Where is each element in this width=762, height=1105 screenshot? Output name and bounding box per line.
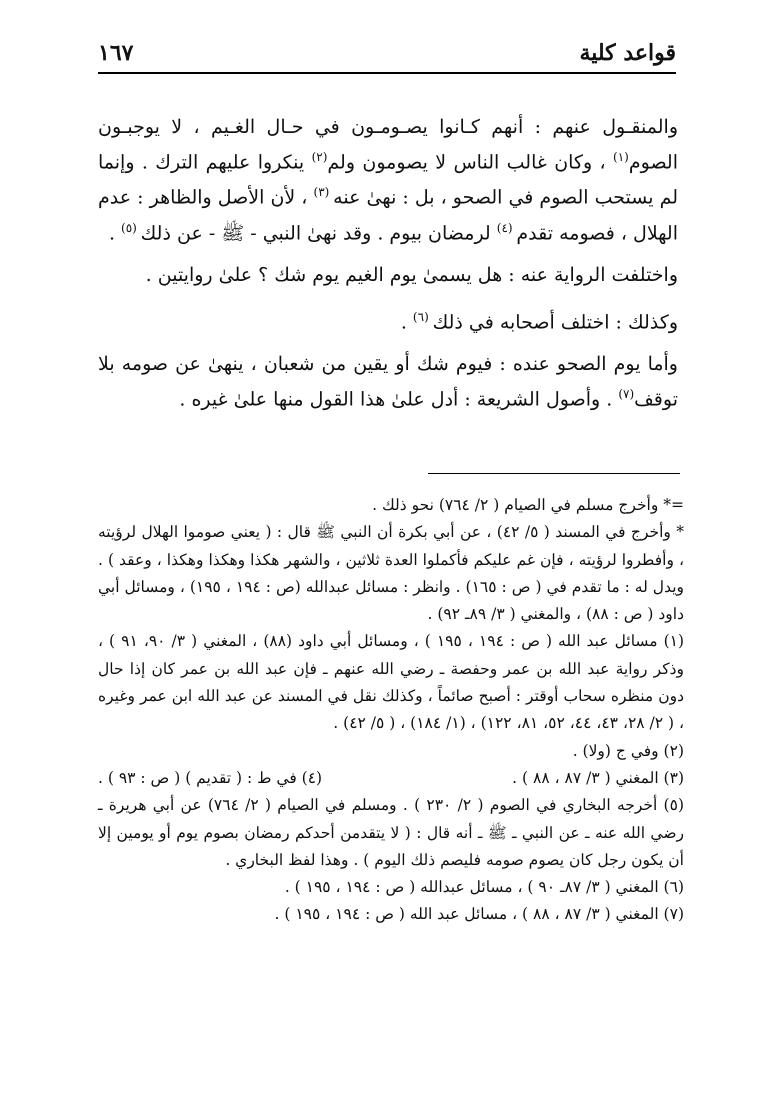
- footnote: * وأخرج في المسند ( ٥/ ٤٢) ، عن أبي بكرة أن النبي ﷺ قال : ( يعني صوموا الهلال لرؤيته ، وأفطروا لرؤيته ، فإن غم عليكم فأكملوا العدة ثلاثين ، والشهر هكذا وهكذا وهكذا ، وعقد ) . ويدل له : ما تقدم في ( ص : ١٦٥) . وانظر : مسائل عبدالله (ص : ١٩٤ ، ١٩٥) ، ومسائل أبي داود ( ص : ٨٨) ، والمغني ( ٣/ ٨٩ـ ٩٢) .: [98, 523, 685, 624]
- paragraph: [98, 260, 678, 290]
- footnote-ref[interactable]: (١): [613, 150, 629, 164]
- footnotes: [98, 492, 684, 929]
- paragraph: [98, 302, 678, 337]
- footnote-ref[interactable]: (٥): [121, 220, 141, 235]
- text-run: وكذلك : اختلف أصحابه في ذلك: [432, 311, 678, 334]
- footnote: (١) مسائل عبد الله ( ص : ١٩٤ ، ١٩٥ ) ، ومسائل أبي داود (٨٨) ، المغني ( ٣/ ٩٠، ٩١ ) ، وذكر رواية عبد الله بن عمر وحفصة ـ رضي الله عنهم ـ فإن عبد الله بن عمر كان إذا حال دون منظره سحاب أوقتر : أصبح صائماً ، وكذلك نقل في المسند عن عبد الله ابن عمر وغيره ، ( ٢/ ٢٨، ٤٣، ٤٤، ٥٢، ٨١، ١٢٢) ، (١/ ١٨٤) ، ( ٥/ ٤٢) .: [98, 632, 685, 733]
- text-run: لرمضان بيوم . وقد نهىٰ النبي - ﷺ - عن ذلك: [140, 221, 497, 244]
- footnote: (٥) أخرجه البخاري في الصوم ( ٢/ ٢٣٠ ) . ومسلم في الصيام ( ٢/ ٧٦٤) عن أبي هريرة ـ رضي الله عنه ـ عن النبي ـ ﷺ ـ أنه قال : ( لا يتقدمن أحدكم رمضان بصوم يوم أو يومين إلا أن يكون رجل كان يصوم صومه فليصم ذلك اليوم ) . وهذا لفظ البخاري .: [98, 796, 684, 869]
- text-run: والمنقـول عنهم : أنهم كـانوا يصـومـون في حـال الغـيم ، لا يوجبـون الصوم: [98, 116, 678, 174]
- footnote: =* وأخرج مسلم في الصيام ( ٢/ ٧٦٤) نحو ذلك .: [372, 496, 684, 514]
- footnote: (٣) المغني ( ٣/ ٨٧ ، ٨٨ ) .: [512, 768, 684, 787]
- footnote-ref[interactable]: (٢): [311, 150, 328, 164]
- footnote-ref[interactable]: (٦): [412, 309, 433, 324]
- main-text: [98, 112, 678, 427]
- text-run: .: [108, 221, 122, 244]
- footnote: (٧) المغني ( ٣/ ٨٧ ، ٨٨ ) ، مسائل عبد الله ( ص : ١٩٤ ، ١٩٥ ) .: [274, 905, 684, 924]
- text-run: ينكروا عليهم الترك . وإنما لم يستحب الصوم في الصحو ، بل : نهىٰ عنه: [98, 151, 678, 209]
- text-run: ، وكان غالب الناس لا يصومون ولم: [327, 151, 614, 174]
- running-title: قواعد كلية: [579, 40, 676, 66]
- text-run: وأما يوم الصحو عنده : فيوم شك أو يقين من شعبان ، ينهىٰ عن صومه بلا توقف: [98, 353, 678, 411]
- text-run: .: [400, 311, 413, 334]
- paragraph: [98, 349, 678, 414]
- footnote: (٢) وفي ج (ولا) .: [572, 741, 684, 760]
- text-run: . وأصول الشريعة : أدل علىٰ هذا القول منها علىٰ غيره .: [179, 388, 619, 411]
- footnote-ref[interactable]: (٧): [618, 387, 635, 402]
- page-number: ١٦٧: [98, 40, 134, 66]
- footnote: (٤) في ط : ( تقديم ) ( ص : ٩٣ ) .: [98, 768, 323, 787]
- footnote-separator: [428, 473, 680, 474]
- paragraph: [98, 112, 678, 248]
- footnote-ref[interactable]: (٣): [313, 185, 334, 200]
- footnote-ref[interactable]: (٤): [496, 220, 517, 235]
- header-rule: [98, 72, 676, 74]
- page-header: [98, 40, 676, 70]
- text-run: واختلفت الرواية عنه : هل يسمىٰ يوم الغيم يوم شك ؟ علىٰ روايتين .: [145, 263, 678, 286]
- footnote-pair: [98, 765, 684, 792]
- text-run: ، لأن الأصل والظاهر : عدم الهلال ، فصومه تقدم: [98, 186, 678, 244]
- footnote: (٦) المغني ( ٣/ ٨٧ـ ٩٠ ) ، مسائل عبدالله ( ص : ١٩٤ ، ١٩٥ ) .: [284, 878, 684, 897]
